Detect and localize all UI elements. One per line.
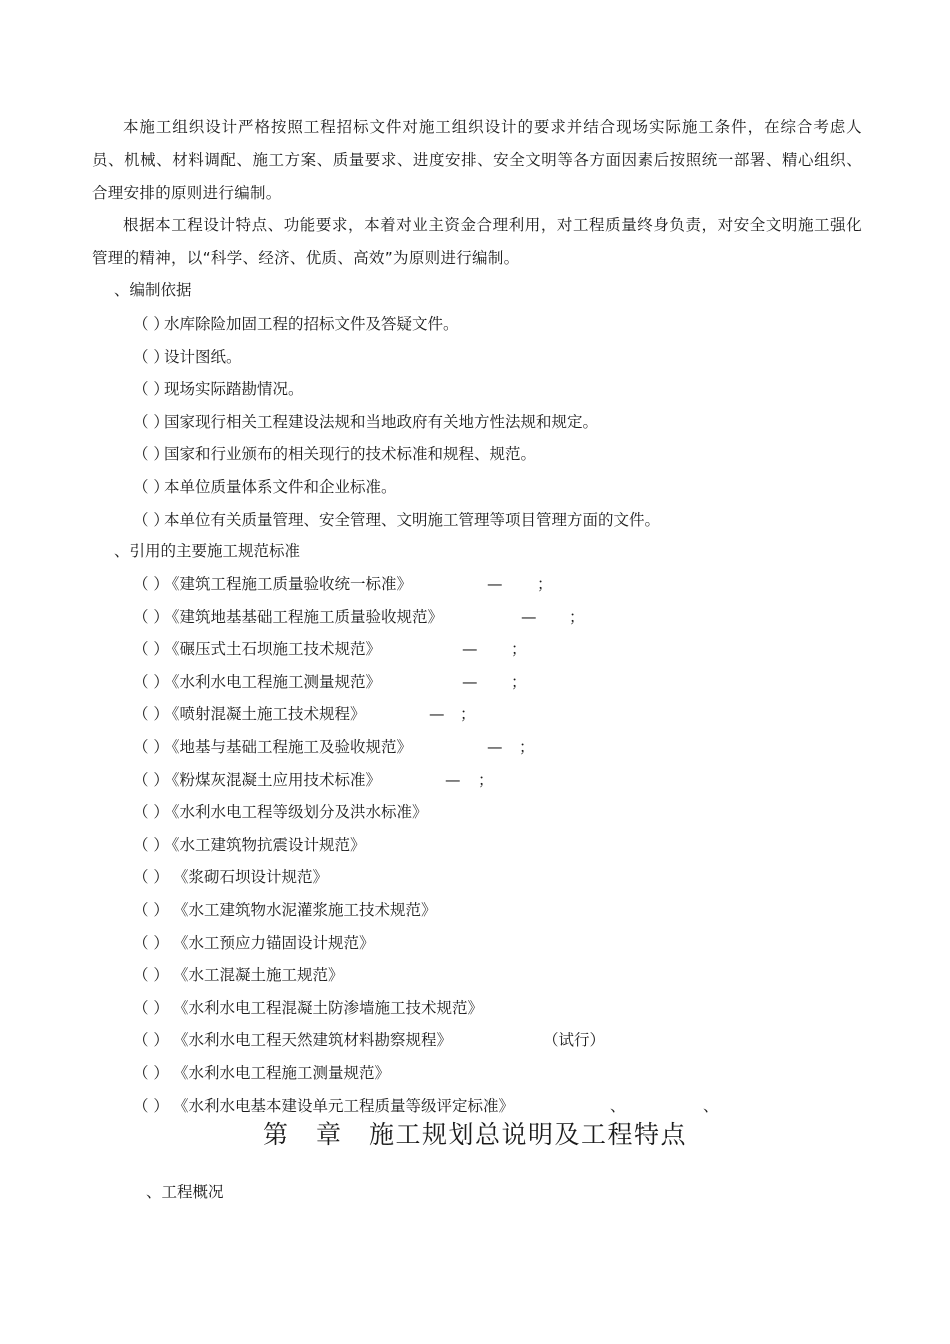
item-number: （ ） xyxy=(133,315,169,333)
item-number: （ ） xyxy=(133,868,169,887)
item-number: （ ） xyxy=(133,575,169,593)
item-extra: — xyxy=(521,607,537,626)
item-extra: ； xyxy=(478,770,494,789)
item-text: 《水利水电工程混凝土防渗墙施工技术规范》 xyxy=(173,998,484,1017)
list-item xyxy=(133,998,853,1031)
item-number: （ ） xyxy=(133,477,169,496)
list-item xyxy=(133,704,853,737)
list-item xyxy=(133,672,853,705)
list-item xyxy=(133,639,853,672)
item-number: （ ） xyxy=(133,640,169,659)
item-number: （ ） xyxy=(133,900,169,919)
item-extra: ； xyxy=(460,705,476,724)
item-text: 《地基与基础工程施工及验收规范》 xyxy=(164,737,413,756)
item-extra: — xyxy=(487,737,503,756)
item-number: （ ） xyxy=(133,607,169,626)
section-heading-standards: 、引用的主要施工规范标准 xyxy=(114,542,301,560)
item-number: （ ） xyxy=(133,1096,169,1115)
item-text: 《喷射混凝土施工技术规程》 xyxy=(164,705,366,724)
item-number: （ ） xyxy=(133,770,169,789)
list-item xyxy=(133,347,853,380)
chapter-title: 第 章 施工规划总说明及工程特点 xyxy=(262,1120,687,1149)
item-number: （ ） xyxy=(133,347,169,366)
item-number: （ ） xyxy=(133,998,169,1017)
item-text: 现场实际踏勘情况。 xyxy=(164,380,304,399)
item-number: （ ） xyxy=(133,445,169,464)
item-extra: （试行） xyxy=(543,1031,606,1050)
item-extra: — xyxy=(462,640,478,659)
item-number: （ ） xyxy=(133,705,169,724)
list-item xyxy=(133,379,853,412)
item-text: 《水利水电工程施工测量规范》 xyxy=(173,1063,391,1082)
item-extra: ； xyxy=(511,640,527,659)
list-item xyxy=(133,900,853,933)
item-extra: — xyxy=(487,575,503,593)
item-number: （ ） xyxy=(133,966,169,985)
list-item xyxy=(133,607,853,640)
item-text: 本单位有关质量管理、安全管理、文明施工管理等项目管理方面的文件。 xyxy=(164,510,661,529)
item-text: 《碾压式土石坝施工技术规范》 xyxy=(164,640,382,659)
list-item xyxy=(133,574,853,607)
standards-list xyxy=(133,574,853,1128)
list-item xyxy=(133,737,853,770)
basis-list xyxy=(133,314,853,542)
list-item xyxy=(133,867,853,900)
item-extra: 、 xyxy=(703,1096,719,1115)
item-extra: — xyxy=(445,770,461,789)
item-extra: ； xyxy=(569,607,585,626)
item-text: 《水利水电工程施工测量规范》 xyxy=(164,672,382,691)
item-text: 《水利水电工程天然建筑材料勘察规程》 xyxy=(173,1031,453,1050)
item-text: 《浆砌石坝设计规范》 xyxy=(173,868,329,887)
item-number: （ ） xyxy=(133,1063,169,1082)
list-item xyxy=(133,770,853,803)
item-text: 《粉煤灰混凝土应用技术标准》 xyxy=(164,770,382,789)
list-item xyxy=(133,933,853,966)
item-number: （ ） xyxy=(133,412,169,431)
item-number: （ ） xyxy=(133,933,169,952)
section-heading-basis: 、编制依据 xyxy=(114,281,192,299)
section-heading-overview: 、工程概况 xyxy=(146,1183,224,1201)
item-extra: — xyxy=(429,705,445,724)
item-text: 设计图纸。 xyxy=(164,347,242,366)
list-item xyxy=(133,412,853,445)
intro-paragraph-1: 本施工组织设计严格按照工程招标文件对施工组织设计的要求并结合现场实际施工条件，在综合考虑人员、机械、材料调配、施工方案、质量要求、进度安排、安全文明等各方面因素后按照统一部署、精心组织、合理安排的原则进行编制。 xyxy=(92,118,862,202)
item-text: 《水工建筑物抗震设计规范》 xyxy=(164,835,366,854)
item-text: 《水利水电工程等级划分及洪水标准》 xyxy=(164,803,428,822)
list-item xyxy=(133,802,853,835)
item-extra: — xyxy=(462,672,478,691)
item-text: 《建筑工程施工质量验收统一标准》 xyxy=(164,575,413,593)
item-text: 《建筑地基基础工程施工质量验收规范》 xyxy=(164,607,444,626)
item-text: 国家和行业颁布的相关现行的技术标准和规程、规范。 xyxy=(164,445,537,464)
list-item xyxy=(133,510,853,543)
item-extra: ； xyxy=(537,575,553,593)
item-text: 《水工建筑物水泥灌浆施工技术规范》 xyxy=(173,900,437,919)
item-extra: ； xyxy=(511,672,527,691)
item-number: （ ） xyxy=(133,672,169,691)
item-number: （ ） xyxy=(133,1031,169,1050)
item-text: 国家现行相关工程建设法规和当地政府有关地方性法规和规定。 xyxy=(164,412,599,431)
list-item xyxy=(133,1063,853,1096)
item-text: 《水工混凝土施工规范》 xyxy=(173,966,344,985)
list-item xyxy=(133,1030,853,1063)
item-number: （ ） xyxy=(133,835,169,854)
list-item xyxy=(133,477,853,510)
item-text: 本单位质量体系文件和企业标准。 xyxy=(164,477,397,496)
list-item xyxy=(133,444,853,477)
item-text: 水库除险加固工程的招标文件及答疑文件。 xyxy=(164,315,459,333)
intro-paragraph-2: 根据本工程设计特点、功能要求，本着对业主资金合理利用，对工程质量终身负责，对安全文明施工强化管理的精神，以“科学、经济、优质、高效”为原则进行编制。 xyxy=(92,216,862,267)
list-item xyxy=(133,314,853,347)
item-extra: 、 xyxy=(610,1096,626,1115)
list-item xyxy=(133,965,853,998)
item-text: 《水工预应力锚固设计规范》 xyxy=(173,933,375,952)
item-text: 《水利水电基本建设单元工程质量等级评定标准》 xyxy=(173,1096,515,1115)
item-extra: ； xyxy=(519,737,535,756)
list-item xyxy=(133,835,853,868)
item-number: （ ） xyxy=(133,510,169,529)
item-number: （ ） xyxy=(133,737,169,756)
item-number: （ ） xyxy=(133,803,169,822)
item-number: （ ） xyxy=(133,380,169,399)
